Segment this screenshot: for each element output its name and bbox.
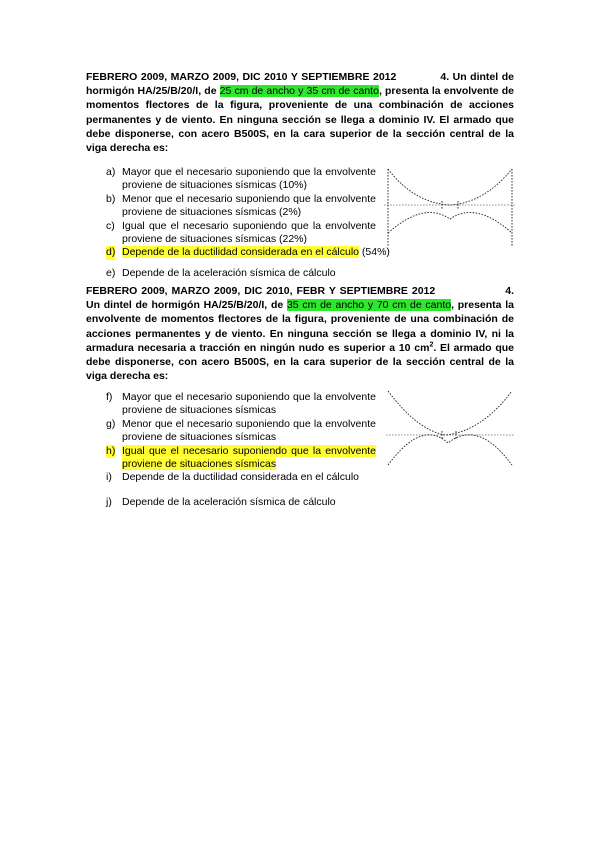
option-text: Depende de la aceleración sísmica de cálculo bbox=[122, 495, 336, 508]
question-1-dimensions-highlight: 25 cm de ancho y 35 cm de canto bbox=[219, 85, 379, 98]
lower-envelope-curve bbox=[388, 213, 512, 233]
question-2-header: FEBRERO 2009, MARZO 2009, DIC 2010, FEBR Y SEPTIEMBRE 2012 bbox=[86, 285, 436, 297]
option-text: Menor que el necesario suponiendo que la envolvente proviene de situaciones sísmicas (2%) bbox=[122, 192, 376, 219]
option-b[interactable] bbox=[106, 193, 376, 220]
question-1-header: FEBRERO 2009, MARZO 2009, DIC 2010 Y SEPTIEMBRE 2012 bbox=[86, 71, 397, 83]
option-text: Depende de la ductilidad considerada en el cálculo bbox=[122, 471, 359, 484]
option-letter: c) bbox=[106, 219, 115, 232]
option-f[interactable] bbox=[106, 391, 376, 418]
option-text: Mayor que el necesario suponiendo que la envolvente proviene de situaciones sísmicas (10%) bbox=[122, 166, 376, 192]
option-h[interactable] bbox=[106, 445, 376, 472]
question-2-number: 4. bbox=[505, 285, 514, 297]
option-text: Menor que el necesario suponiendo que la envolvente proviene de situaciones sísmicas bbox=[122, 417, 376, 444]
upper-envelope-curve bbox=[388, 391, 512, 435]
question-2-text-after: , presenta la envolvente de momentos flectores de la figura, proveniente de una combinación de acciones permanentes y de viento. En ninguna sección se llega a dominio IV, ni la armadura necesaria a tracción en ningún nudo es superior a 10 cm bbox=[86, 299, 514, 354]
moment-envelope-figure-2 bbox=[386, 385, 514, 477]
option-letter: j) bbox=[106, 495, 112, 508]
option-letter: d) bbox=[106, 246, 116, 259]
question-2-dimensions-highlight: 35 cm de ancho y 70 cm de canto bbox=[286, 299, 452, 312]
option-letter: f) bbox=[106, 391, 113, 403]
option-letter: g) bbox=[106, 417, 116, 430]
option-d[interactable] bbox=[106, 246, 390, 259]
option-e[interactable] bbox=[106, 267, 376, 280]
moment-envelope-figure-1 bbox=[384, 161, 516, 251]
option-a[interactable] bbox=[106, 166, 376, 193]
question-1-number: 4. Un dintel bbox=[440, 71, 499, 83]
option-c[interactable] bbox=[106, 220, 376, 247]
option-text: Depende de la ductilidad considerada en el cálculo bbox=[122, 246, 359, 259]
option-text: Mayor que el necesario suponiendo que la envolvente proviene de situaciones sísmicas bbox=[122, 391, 376, 417]
question-2-text-end: . El armado que debe disponerse, con acero B500S, en la cara superior de la sección central de la viga derecha es: bbox=[86, 341, 515, 383]
question-1-options bbox=[106, 166, 390, 280]
question-2-options bbox=[106, 391, 376, 509]
upper-envelope-curve bbox=[388, 169, 512, 205]
question-2-text-before: Un dintel de hormigón HA/25/B/20/I, de bbox=[86, 299, 287, 312]
option-text: Depende de la aceleración sísmica de cálculo bbox=[122, 266, 336, 279]
lower-envelope-curve bbox=[388, 435, 512, 465]
option-letter: e) bbox=[106, 266, 116, 279]
option-letter: h) bbox=[106, 444, 116, 457]
option-i[interactable] bbox=[106, 471, 376, 484]
option-letter: a) bbox=[106, 166, 116, 178]
question-2-statement bbox=[86, 284, 514, 383]
option-text: Igual que el necesario suponiendo que la envolvente proviene de situaciones sísmicas bbox=[122, 444, 376, 471]
option-text: Igual que el necesario suponiendo que la envolvente proviene de situaciones sísmicas (22%) bbox=[122, 219, 376, 246]
superscript-2: 2 bbox=[429, 341, 434, 349]
question-1-text-before: de hormigón HA/25/B/20/I, de bbox=[86, 71, 514, 98]
option-letter: i) bbox=[106, 471, 112, 484]
option-percentage: (54%) bbox=[359, 246, 390, 259]
question-1-text-after: , presenta la envolvente de momentos flectores de la figura, proveniente de una combinación de acciones permanentes y de viento. En ninguna sección se llega a dominio IV. El armado que debe disponerse, con acero B500S, en la cara superior de la sección central de la viga derecha es: bbox=[86, 85, 514, 155]
option-j[interactable] bbox=[106, 496, 376, 509]
question-1-statement bbox=[86, 70, 514, 155]
option-letter: b) bbox=[106, 192, 116, 205]
option-g[interactable] bbox=[106, 418, 376, 445]
